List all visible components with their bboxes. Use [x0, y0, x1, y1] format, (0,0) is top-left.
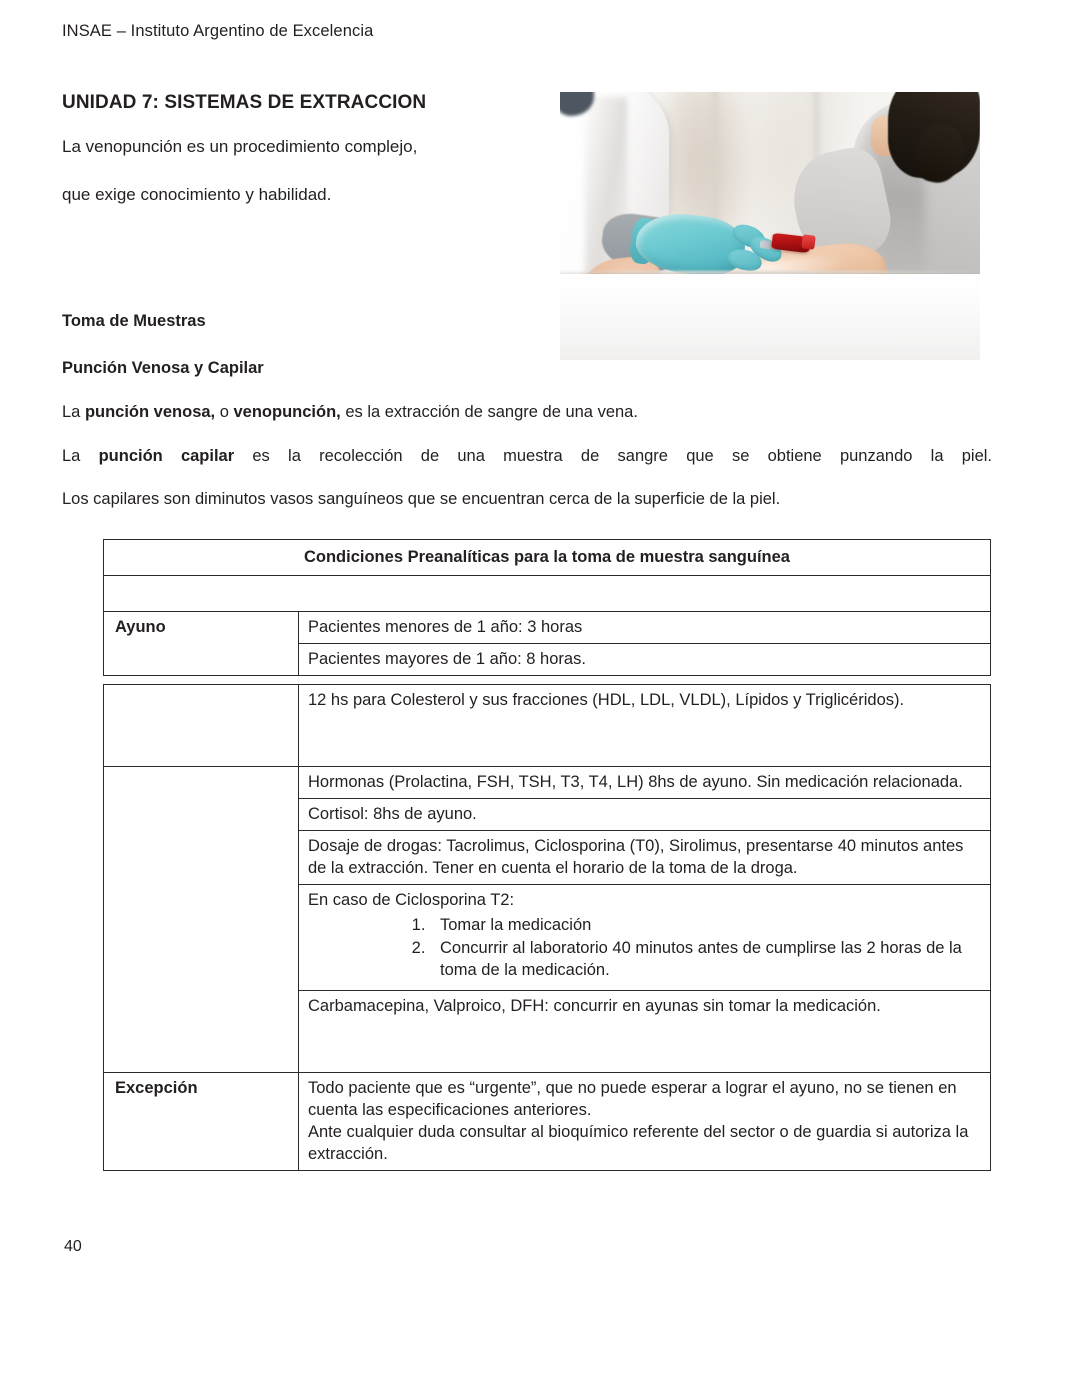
table-title: Condiciones Preanalíticas para la toma de muestra sanguínea	[104, 540, 991, 576]
cell-ciclosporina-t2	[299, 885, 991, 990]
excepcion-line-2: Ante cualquier duda consultar al bioquímico referente del sector o de guardia si autoriza la extracción.	[308, 1123, 969, 1164]
cell-ayuno-mayores: Pacientes mayores de 1 año: 8 horas.	[299, 644, 991, 676]
list-item: 2. Concurrir al laboratorio 40 minutos antes de cumplirse las 2 horas de la toma de la medicación.	[430, 937, 982, 981]
table-detalle-ayuno	[103, 684, 991, 1171]
heading-puncion-venosa-capilar: Punción Venosa y Capilar	[62, 359, 264, 377]
layout-spacer	[62, 234, 992, 312]
paragraph-puncion-capilar	[62, 448, 992, 465]
page-title: UNIDAD 7: SISTEMAS DE EXTRACCION	[62, 92, 427, 113]
row-label-empty-merged	[104, 767, 299, 1073]
cell-hormonas: Hormonas (Prolactina, FSH, TSH, T3, T4, LH) 8hs de ayuno. Sin medicación relacionada.	[299, 767, 991, 799]
heading-toma-de-muestras: Toma de Muestras	[62, 312, 206, 330]
row-label-empty-first	[104, 685, 299, 767]
text-fragment: es la recolección de una muestra de sangre que se obtiene punzando la piel.	[234, 446, 992, 465]
table-row	[104, 685, 991, 767]
table-row-spacer	[104, 576, 991, 612]
bold-puncion-venosa: punción venosa,	[84, 403, 216, 421]
table-row	[104, 1072, 991, 1170]
spacer-cell	[104, 576, 991, 612]
cell-excepcion	[299, 1072, 991, 1170]
text-fragment: La	[62, 446, 99, 465]
excepcion-line-1: Todo paciente que es “urgente”, que no puede esperar a lograr el ayuno, no se tienen en cuenta las especificaciones anteriores.	[308, 1078, 957, 1119]
list-item: 1. Tomar la medicación	[430, 914, 982, 936]
cell-dosaje-drogas: Dosaje de drogas: Tacrolimus, Ciclosporina (T0), Sirolimus, presentarse 40 minutos antes de la extracción. Tener en cuenta el horario de la toma de la droga.	[299, 831, 991, 885]
table-row-title	[104, 540, 991, 576]
running-header: INSAE – Instituto Argentino de Excelencia	[62, 22, 374, 40]
ciclosporina-steps	[308, 914, 982, 981]
intro-line-1: La venopunción es un procedimiento complejo,	[62, 137, 418, 156]
cell-colesterol: 12 hs para Colesterol y sus fracciones (HDL, LDL, VLDL), Lípidos y Triglicéridos).	[299, 685, 991, 767]
paragraph-capilares: Los capilares son diminutos vasos sanguíneos que se encuentran cerca de la superficie de la piel.	[62, 490, 781, 508]
text-fragment: La	[62, 403, 85, 421]
row-label-excepcion: Excepción	[104, 1072, 299, 1170]
bold-venopuncion: venopunción,	[233, 403, 341, 421]
main-content	[62, 92, 992, 535]
table-condiciones-preanaliticas	[103, 539, 991, 676]
table-row	[104, 612, 991, 644]
paragraph-puncion-venosa	[62, 404, 992, 421]
cell-ayuno-menores: Pacientes menores de 1 año: 3 horas	[299, 612, 991, 644]
cell-cortisol: Cortisol: 8hs de ayuno.	[299, 799, 991, 831]
text-fragment: es la extracción de sangre de una vena.	[340, 403, 638, 421]
bold-puncion-capilar: punción capilar	[98, 446, 235, 465]
row-label-ayuno: Ayuno	[104, 612, 299, 676]
page-number: 40	[64, 1238, 82, 1255]
intro-line-2: que exige conocimiento y habilidad.	[62, 185, 332, 204]
ciclosporina-intro: En caso de Ciclosporina T2:	[308, 891, 515, 910]
text-fragment: o	[215, 403, 234, 421]
table-row	[104, 767, 991, 799]
cell-carbamacepina: Carbamacepina, Valproico, DFH: concurrir en ayunas sin tomar la medicación.	[299, 990, 991, 1072]
